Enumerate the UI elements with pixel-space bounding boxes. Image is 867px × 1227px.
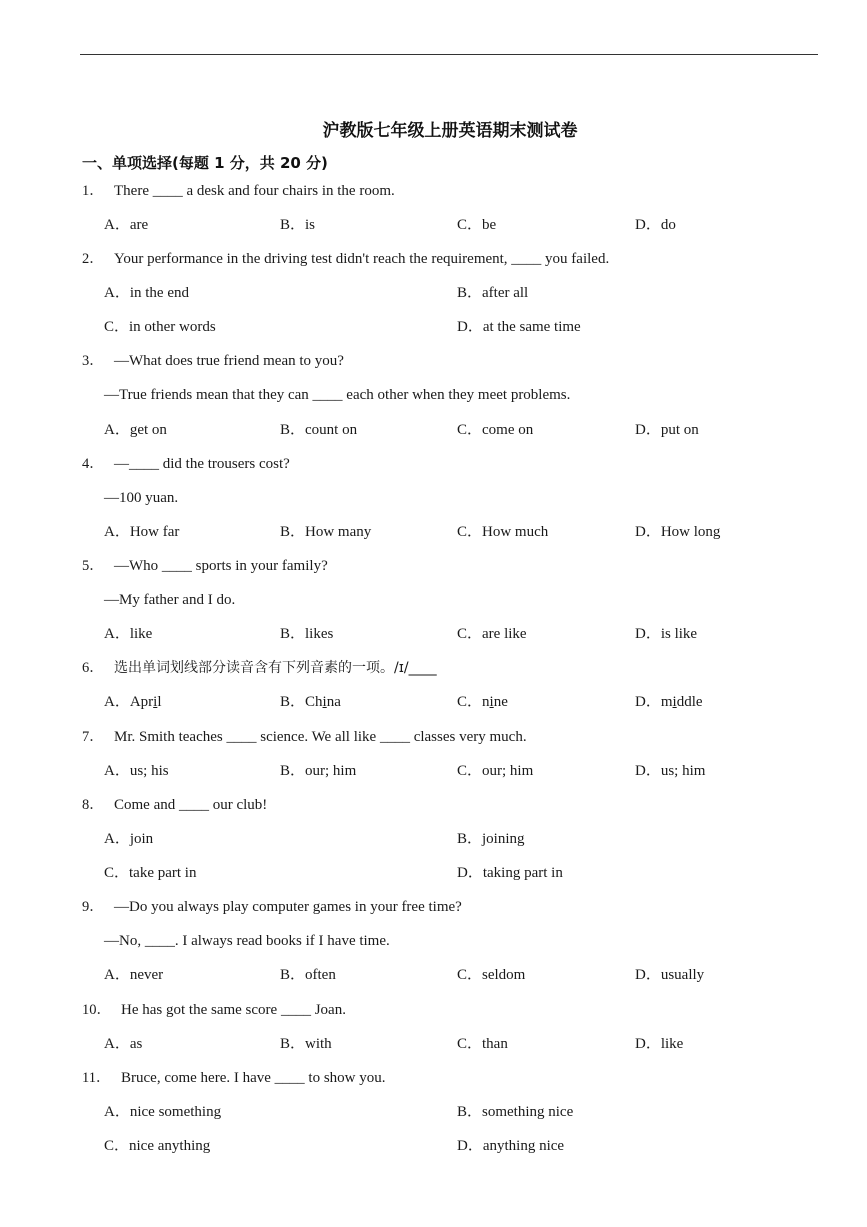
question-stem: —My father and I do. [104, 592, 236, 608]
question-stem: —Do you always play computer games in your free time? [114, 899, 462, 915]
question-stem: Come and ____ our club! [114, 797, 268, 813]
question-stem: —____ did the trousers cost? [114, 456, 290, 472]
option-a[interactable]: A．are [104, 217, 149, 233]
option-a[interactable]: A．nice something [104, 1104, 222, 1120]
option-label: B． [280, 694, 306, 710]
question-number: 4． [82, 456, 104, 472]
question-number: 10． [82, 1002, 111, 1018]
underlined-letter: i [672, 694, 677, 710]
option-b[interactable]: B．our; him [280, 763, 357, 779]
option-b[interactable]: B．with [280, 1036, 332, 1052]
question-stem: —No, ____. I always read books if I have time. [104, 933, 390, 949]
question-number: 5． [82, 558, 104, 574]
question-stem: Your performance in the driving test didn't reach the requirement, ____ you failed. [114, 251, 610, 267]
option-c[interactable]: C．in other words [104, 319, 216, 335]
option-a[interactable]: A．never [104, 967, 164, 983]
question-stem: —100 yuan. [104, 490, 179, 506]
option-c[interactable]: C．take part in [104, 865, 197, 881]
option-d[interactable] [635, 693, 703, 711]
option-b[interactable]: B．after all [457, 285, 529, 301]
question-number: 3． [82, 353, 104, 369]
option-c[interactable]: C．seldom [457, 967, 526, 983]
word-part: m [660, 694, 673, 710]
option-label: A． [104, 694, 130, 710]
option-d[interactable]: D．like [635, 1036, 684, 1052]
option-b[interactable] [280, 693, 341, 711]
option-b[interactable]: B．count on [280, 422, 358, 438]
option-d[interactable]: D．is like [635, 626, 698, 642]
option-b[interactable]: B．How many [280, 524, 372, 540]
option-b[interactable]: B．something nice [457, 1104, 574, 1120]
question-stem: There ____ a desk and four chairs in the room. [114, 183, 395, 199]
option-label: C． [457, 694, 483, 710]
header-rule [80, 54, 818, 55]
option-a[interactable]: A．like [104, 626, 153, 642]
option-c[interactable]: C．than [457, 1036, 508, 1052]
question-stem: 选出单词划线部分读音含有下列音素的一项。/ɪ/____ [114, 660, 437, 676]
option-b[interactable]: B．joining [457, 831, 525, 847]
option-c[interactable]: C．How much [457, 524, 549, 540]
option-d[interactable]: D．at the same time [457, 319, 581, 335]
option-a[interactable]: A．get on [104, 422, 167, 438]
question-number: 8． [82, 797, 104, 813]
question-number: 9． [82, 899, 104, 915]
question-number: 2． [82, 251, 104, 267]
option-b[interactable]: B．likes [280, 626, 334, 642]
option-d[interactable]: D．How long [635, 524, 721, 540]
question-number: 6． [82, 660, 104, 676]
option-a[interactable]: A．How far [104, 524, 180, 540]
option-a[interactable] [104, 693, 162, 711]
option-a[interactable]: A．as [104, 1036, 143, 1052]
word-part: ddle [676, 694, 703, 710]
option-c[interactable]: C．are like [457, 626, 527, 642]
option-b[interactable]: B．is [280, 217, 316, 233]
question-stem: —What does true friend mean to you? [114, 353, 344, 369]
question-number: 11． [82, 1070, 111, 1086]
option-c[interactable]: C．be [457, 217, 497, 233]
word-part: l [157, 694, 162, 710]
option-d[interactable]: D．anything nice [457, 1138, 565, 1154]
page-title: 沪教版七年级上册英语期末测试卷 [322, 121, 578, 141]
question-stem: Bruce, come here. I have ____ to show you. [121, 1070, 386, 1086]
question-stem: —Who ____ sports in your family? [114, 558, 328, 574]
option-c[interactable] [457, 693, 508, 711]
word-part: ne [493, 694, 508, 710]
option-a[interactable]: A．join [104, 831, 154, 847]
option-d[interactable]: D．do [635, 217, 676, 233]
option-d[interactable]: D．put on [635, 422, 699, 438]
question-stem: He has got the same score ____ Joan. [121, 1002, 346, 1018]
underlined-letter: i [322, 694, 327, 710]
word-part: Apr [129, 694, 154, 710]
option-a[interactable]: A．us; his [104, 763, 169, 779]
question-stem: Mr. Smith teaches ____ science. We all like ____ classes very much. [114, 729, 527, 745]
section-heading: 一、单项选择(每题 1 分，共 20 分) [82, 154, 328, 172]
option-d[interactable]: D．usually [635, 967, 705, 983]
option-b[interactable]: B．often [280, 967, 336, 983]
underlined-letter: i [153, 694, 158, 710]
option-c[interactable]: C．our; him [457, 763, 534, 779]
word-part: n [482, 694, 490, 710]
option-d[interactable]: D．taking part in [457, 865, 563, 881]
underlined-letter: i [489, 694, 494, 710]
option-a[interactable]: A．in the end [104, 285, 189, 301]
option-d[interactable]: D．us; him [635, 763, 706, 779]
option-label: D． [635, 694, 661, 710]
word-part: Ch [305, 694, 323, 710]
question-number: 1． [82, 183, 104, 199]
question-stem: —True friends mean that they can ____ each other when they meet problems. [104, 387, 571, 403]
option-c[interactable]: C．nice anything [104, 1138, 211, 1154]
option-c[interactable]: C．come on [457, 422, 534, 438]
question-number: 7． [82, 729, 104, 745]
word-part: na [326, 694, 341, 710]
